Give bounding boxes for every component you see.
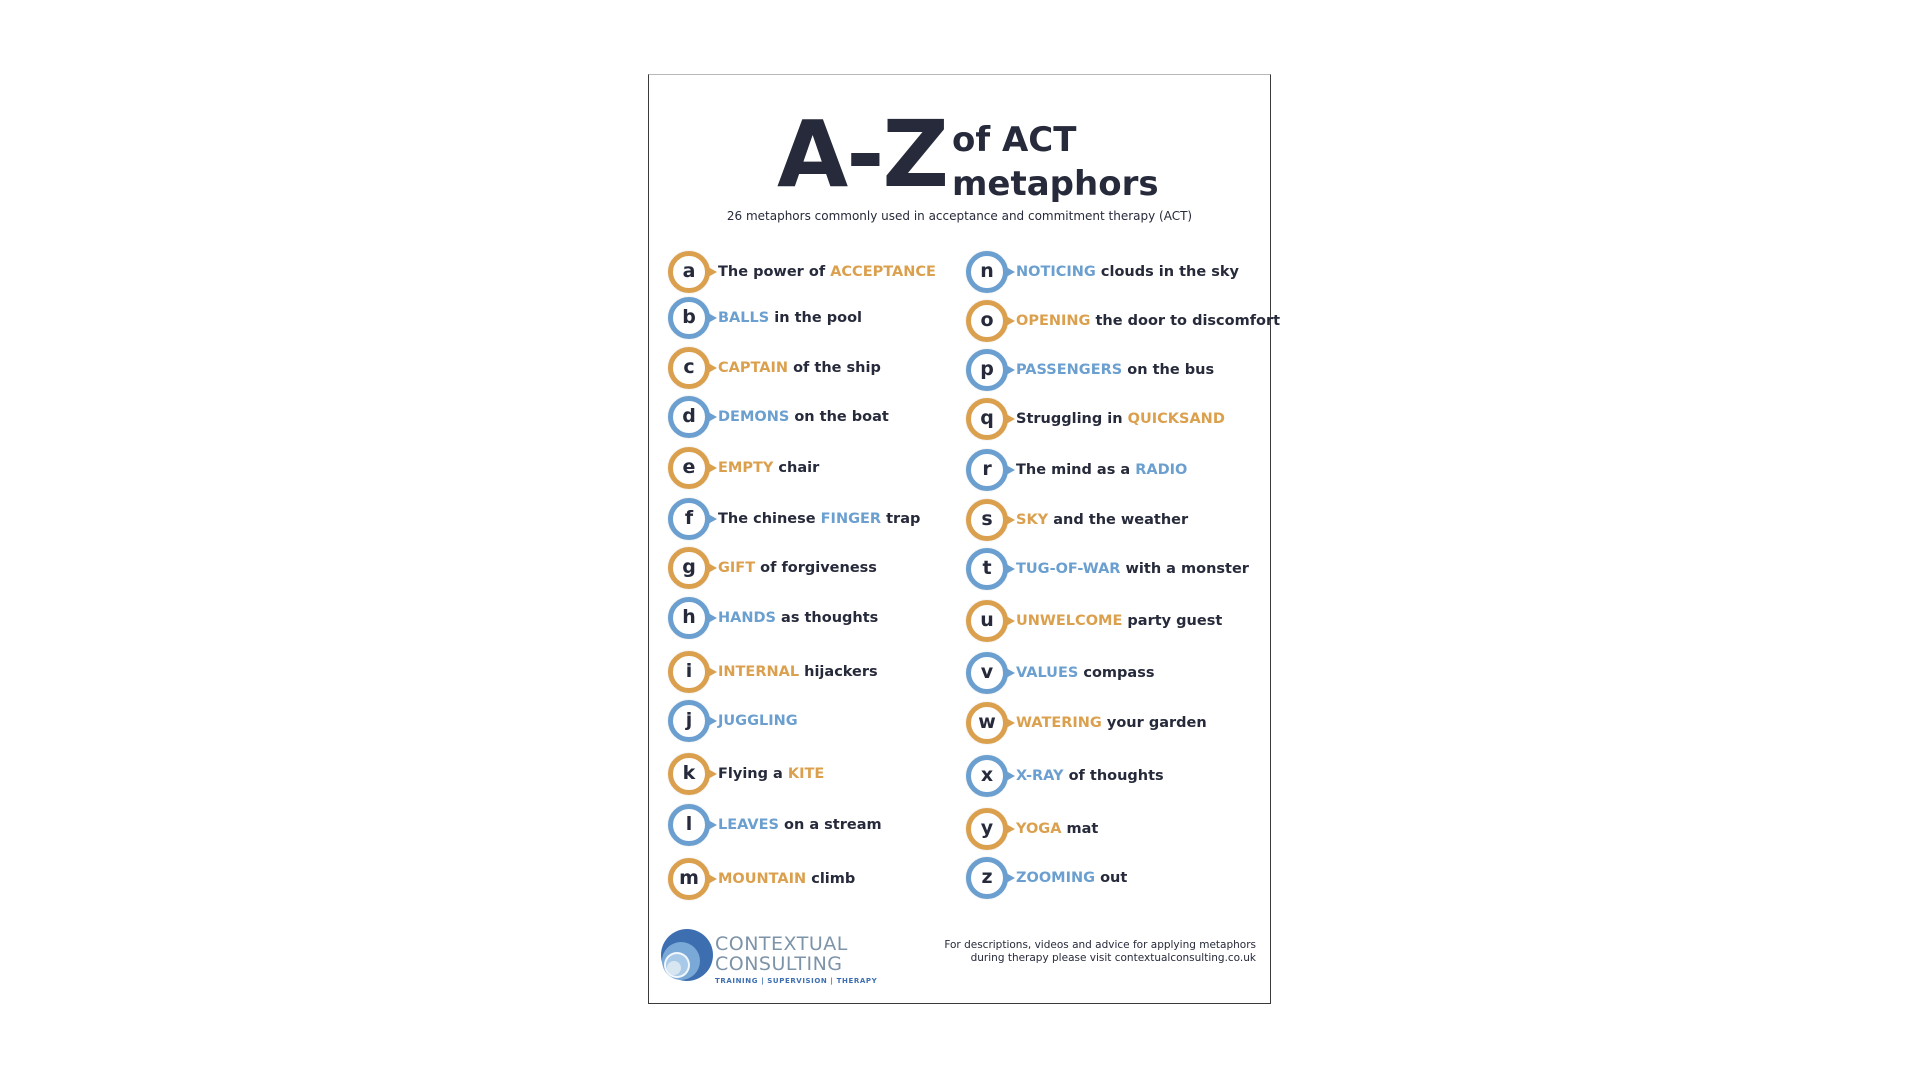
metaphor-text: on the boat bbox=[789, 409, 889, 425]
metaphor-keyword: WATERING bbox=[1016, 715, 1102, 731]
speech-pointer-icon bbox=[1006, 267, 1015, 277]
badge-letter: u bbox=[980, 608, 994, 631]
metaphor-label bbox=[1016, 821, 1098, 837]
metaphor-text: chair bbox=[773, 460, 820, 476]
badge-ring bbox=[668, 597, 710, 639]
title-of-act: of ACT bbox=[952, 120, 1077, 160]
metaphor-item-q bbox=[966, 397, 1225, 441]
letter-badge-icon bbox=[668, 700, 710, 742]
metaphor-item-g bbox=[668, 546, 877, 590]
badge-ring bbox=[668, 651, 710, 693]
metaphor-text: as thoughts bbox=[775, 610, 879, 626]
metaphor-item-w bbox=[966, 701, 1207, 745]
speech-pointer-icon bbox=[708, 820, 717, 830]
metaphor-text: on the bus bbox=[1122, 362, 1215, 378]
subtitle: 26 metaphors commonly used in acceptance and commitment therapy (ACT) bbox=[726, 209, 1193, 223]
badge-ring bbox=[966, 652, 1008, 694]
letter-badge-icon bbox=[668, 396, 710, 438]
badge-ring bbox=[966, 857, 1008, 899]
letter-badge-icon bbox=[668, 804, 710, 846]
metaphor-text: clouds in the sky bbox=[1095, 264, 1239, 280]
speech-pointer-icon bbox=[708, 514, 717, 524]
metaphor-label bbox=[1016, 768, 1164, 784]
metaphor-item-b bbox=[668, 296, 862, 340]
metaphor-item-z bbox=[966, 856, 1127, 900]
badge-letter: z bbox=[981, 865, 993, 888]
speech-pointer-icon bbox=[708, 667, 717, 677]
metaphor-text: The power of bbox=[718, 264, 831, 280]
metaphor-label bbox=[718, 409, 889, 425]
metaphor-keyword: GIFT bbox=[718, 560, 756, 576]
metaphor-label bbox=[1016, 362, 1214, 378]
metaphor-keyword: JUGGLING bbox=[718, 713, 798, 729]
letter-badge-icon bbox=[668, 547, 710, 589]
metaphor-text: with a monster bbox=[1120, 561, 1249, 577]
metaphor-label bbox=[1016, 411, 1225, 427]
letter-badge-icon bbox=[668, 858, 710, 900]
metaphor-label bbox=[718, 713, 798, 729]
badge-letter: r bbox=[982, 457, 992, 480]
badge-ring bbox=[668, 804, 710, 846]
badge-letter: k bbox=[682, 761, 696, 784]
metaphor-keyword: PASSENGERS bbox=[1016, 362, 1123, 378]
metaphor-item-x bbox=[966, 754, 1164, 798]
speech-pointer-icon bbox=[1006, 824, 1015, 834]
badge-letter: f bbox=[684, 506, 694, 529]
metaphor-text: The chinese bbox=[718, 511, 821, 527]
badge-letter: m bbox=[679, 866, 699, 889]
metaphor-text: on a stream bbox=[778, 817, 882, 833]
speech-pointer-icon bbox=[708, 769, 717, 779]
letter-badge-icon bbox=[668, 251, 710, 293]
speech-pointer-icon bbox=[1006, 465, 1015, 475]
badge-ring bbox=[668, 347, 710, 389]
metaphor-text: in the pool bbox=[769, 310, 863, 326]
metaphor-item-i bbox=[668, 650, 878, 694]
metaphor-text: Flying a bbox=[718, 766, 788, 782]
letter-badge-icon bbox=[966, 600, 1008, 642]
metaphor-item-p bbox=[966, 348, 1214, 392]
poster-page bbox=[648, 74, 1281, 1004]
metaphor-item-l bbox=[668, 803, 882, 847]
metaphor-keyword: CAPTAIN bbox=[718, 360, 789, 376]
metaphor-text: of thoughts bbox=[1063, 768, 1164, 784]
logo-text-consulting: CONSULTING bbox=[715, 953, 843, 975]
metaphor-keyword: BALLS bbox=[718, 310, 770, 326]
metaphor-item-v bbox=[966, 651, 1154, 695]
speech-pointer-icon bbox=[1006, 771, 1015, 781]
metaphor-keyword: DEMONS bbox=[718, 409, 790, 425]
metaphor-keyword: RADIO bbox=[1135, 462, 1188, 478]
metaphor-item-n bbox=[966, 250, 1239, 294]
logo-circles-icon bbox=[657, 925, 717, 985]
badge-letter: c bbox=[683, 355, 695, 378]
letter-badge-icon bbox=[966, 300, 1008, 342]
badge-letter: s bbox=[981, 507, 993, 530]
badge-ring bbox=[668, 447, 710, 489]
badge-ring bbox=[668, 396, 710, 438]
speech-pointer-icon bbox=[1006, 414, 1015, 424]
metaphor-item-m bbox=[668, 857, 855, 901]
letter-badge-icon bbox=[668, 447, 710, 489]
badge-letter: o bbox=[980, 308, 994, 331]
metaphor-label bbox=[718, 360, 881, 376]
metaphor-keyword: MOUNTAIN bbox=[718, 871, 807, 887]
metaphor-item-h bbox=[668, 596, 878, 640]
speech-pointer-icon bbox=[708, 363, 717, 373]
metaphor-label bbox=[718, 511, 920, 527]
metaphor-text: mat bbox=[1061, 821, 1099, 837]
badge-ring bbox=[668, 297, 710, 339]
letter-badge-icon bbox=[966, 449, 1008, 491]
speech-pointer-icon bbox=[708, 463, 717, 473]
title-metaphors: metaphors bbox=[952, 164, 1159, 204]
badge-ring bbox=[966, 499, 1008, 541]
badge-ring bbox=[668, 251, 710, 293]
badge-ring bbox=[966, 349, 1008, 391]
metaphor-keyword: EMPTY bbox=[718, 460, 774, 476]
metaphor-keyword: X-RAY bbox=[1016, 768, 1064, 784]
speech-pointer-icon bbox=[708, 563, 717, 573]
metaphor-label bbox=[718, 610, 878, 626]
metaphor-label bbox=[1016, 665, 1154, 681]
speech-pointer-icon bbox=[1006, 564, 1015, 574]
speech-pointer-icon bbox=[708, 412, 717, 422]
metaphor-label bbox=[1016, 512, 1188, 528]
metaphor-keyword: UNWELCOME bbox=[1016, 613, 1123, 629]
badge-letter: g bbox=[682, 555, 696, 578]
metaphor-item-e bbox=[668, 446, 819, 490]
letter-badge-icon bbox=[966, 349, 1008, 391]
metaphor-text: your garden bbox=[1101, 715, 1207, 731]
metaphor-item-t bbox=[966, 547, 1249, 591]
badge-letter: j bbox=[685, 708, 693, 731]
metaphor-text: the door to discomfort bbox=[1090, 313, 1281, 329]
letter-badge-icon bbox=[668, 297, 710, 339]
letter-badge-icon bbox=[966, 857, 1008, 899]
metaphor-keyword: LEAVES bbox=[718, 817, 779, 833]
badge-letter: n bbox=[980, 259, 994, 282]
letter-badge-icon bbox=[966, 548, 1008, 590]
speech-pointer-icon bbox=[708, 613, 717, 623]
badge-ring bbox=[966, 702, 1008, 744]
badge-letter: b bbox=[682, 305, 696, 328]
metaphor-keyword: NOTICING bbox=[1016, 264, 1096, 280]
title-az: A-Z bbox=[777, 101, 948, 208]
metaphor-item-s bbox=[966, 498, 1188, 542]
badge-letter: i bbox=[685, 659, 693, 682]
metaphor-label bbox=[1016, 715, 1207, 731]
metaphor-keyword: INTERNAL bbox=[718, 664, 800, 680]
logo-text-contextual: CONTEXTUAL bbox=[715, 933, 848, 955]
metaphor-text: Struggling in bbox=[1016, 411, 1128, 427]
letter-badge-icon bbox=[966, 755, 1008, 797]
metaphor-label bbox=[718, 560, 877, 576]
badge-letter: l bbox=[685, 812, 693, 835]
metaphor-item-k bbox=[668, 752, 824, 796]
badge-ring bbox=[966, 449, 1008, 491]
metaphor-text: The mind as a bbox=[1016, 462, 1136, 478]
metaphor-label bbox=[718, 264, 936, 280]
badge-ring bbox=[966, 548, 1008, 590]
metaphor-item-r bbox=[966, 448, 1187, 492]
badge-ring bbox=[966, 398, 1008, 440]
metaphor-label bbox=[718, 871, 855, 887]
metaphor-item-f bbox=[668, 497, 920, 541]
letter-badge-icon bbox=[668, 651, 710, 693]
footer-note-line1: For descriptions, videos and advice for applying metaphors bbox=[944, 939, 1256, 951]
speech-pointer-icon bbox=[708, 716, 717, 726]
letter-badge-icon bbox=[668, 753, 710, 795]
badge-letter: v bbox=[980, 660, 994, 683]
badge-letter: p bbox=[980, 357, 994, 380]
metaphor-item-y bbox=[966, 807, 1098, 851]
badge-ring bbox=[966, 755, 1008, 797]
metaphor-text: climb bbox=[806, 871, 856, 887]
speech-pointer-icon bbox=[708, 267, 717, 277]
metaphor-label bbox=[1016, 462, 1187, 478]
metaphor-keyword: FINGER bbox=[820, 511, 882, 527]
metaphor-text: of forgiveness bbox=[755, 560, 877, 576]
badge-ring bbox=[966, 251, 1008, 293]
metaphor-keyword: KITE bbox=[787, 766, 825, 782]
speech-pointer-icon bbox=[708, 874, 717, 884]
metaphor-label bbox=[718, 817, 882, 833]
contextual-consulting-logo bbox=[657, 925, 878, 985]
letter-badge-icon bbox=[966, 652, 1008, 694]
badge-ring bbox=[668, 700, 710, 742]
metaphor-item-c bbox=[668, 346, 881, 390]
metaphor-keyword: OPENING bbox=[1016, 313, 1091, 329]
badge-letter: h bbox=[682, 605, 696, 628]
metaphor-keyword: QUICKSAND bbox=[1127, 411, 1225, 427]
metaphor-label bbox=[1016, 561, 1249, 577]
logo-tagline: TRAINING | SUPERVISION | THERAPY bbox=[715, 977, 878, 985]
metaphor-item-j bbox=[668, 699, 798, 743]
badge-letter: d bbox=[682, 404, 696, 427]
speech-pointer-icon bbox=[1006, 873, 1015, 883]
metaphor-keyword: YOGA bbox=[1016, 821, 1062, 837]
metaphor-label bbox=[1016, 313, 1280, 329]
badge-letter: a bbox=[682, 259, 696, 282]
footer-note bbox=[944, 939, 1256, 965]
metaphor-item-o bbox=[966, 299, 1280, 343]
metaphor-text: trap bbox=[881, 511, 921, 527]
letter-badge-icon bbox=[668, 347, 710, 389]
letter-badge-icon bbox=[966, 499, 1008, 541]
metaphor-keyword: VALUES bbox=[1016, 665, 1079, 681]
letter-badge-icon bbox=[966, 251, 1008, 293]
metaphor-label bbox=[1016, 264, 1239, 280]
metaphor-text: party guest bbox=[1122, 613, 1223, 629]
badge-letter: q bbox=[980, 406, 994, 429]
metaphor-keyword: HANDS bbox=[718, 610, 776, 626]
metaphor-text: of the ship bbox=[788, 360, 881, 376]
badge-ring bbox=[668, 858, 710, 900]
metaphor-keyword: TUG-OF-WAR bbox=[1016, 561, 1121, 577]
badge-letter: w bbox=[978, 710, 996, 733]
badge-ring bbox=[668, 498, 710, 540]
metaphor-label bbox=[718, 664, 878, 680]
letter-badge-icon bbox=[668, 597, 710, 639]
badge-letter: e bbox=[682, 455, 696, 478]
badge-letter: t bbox=[982, 556, 992, 579]
letter-badge-icon bbox=[668, 498, 710, 540]
speech-pointer-icon bbox=[1006, 316, 1015, 326]
badge-letter: x bbox=[980, 763, 994, 786]
metaphor-text: out bbox=[1095, 870, 1128, 886]
metaphor-label bbox=[1016, 613, 1222, 629]
letter-badge-icon bbox=[966, 398, 1008, 440]
metaphor-keyword: ACCEPTANCE bbox=[830, 264, 936, 280]
metaphor-label bbox=[1016, 870, 1127, 886]
metaphor-keyword: ZOOMING bbox=[1016, 870, 1096, 886]
speech-pointer-icon bbox=[708, 313, 717, 323]
speech-pointer-icon bbox=[1006, 365, 1015, 375]
letter-badge-icon bbox=[966, 702, 1008, 744]
badge-ring bbox=[668, 547, 710, 589]
metaphor-label bbox=[718, 766, 824, 782]
badge-ring bbox=[668, 753, 710, 795]
speech-pointer-icon bbox=[1006, 515, 1015, 525]
metaphor-item-d bbox=[668, 395, 889, 439]
badge-ring bbox=[966, 300, 1008, 342]
metaphor-keyword: SKY bbox=[1016, 512, 1049, 528]
metaphor-text: and the weather bbox=[1048, 512, 1189, 528]
letter-badge-icon bbox=[966, 808, 1008, 850]
speech-pointer-icon bbox=[1006, 616, 1015, 626]
metaphor-text: compass bbox=[1078, 665, 1155, 681]
metaphor-label bbox=[718, 460, 819, 476]
metaphor-item-u bbox=[966, 599, 1222, 643]
metaphor-text: hijackers bbox=[799, 664, 878, 680]
speech-pointer-icon bbox=[1006, 718, 1015, 728]
speech-pointer-icon bbox=[1006, 668, 1015, 678]
badge-ring bbox=[966, 600, 1008, 642]
badge-letter: y bbox=[980, 816, 994, 839]
footer-note-line2: during therapy please visit contextualconsulting.co.uk bbox=[970, 952, 1256, 964]
metaphor-item-a bbox=[668, 250, 936, 294]
badge-ring bbox=[966, 808, 1008, 850]
metaphor-label bbox=[718, 310, 862, 326]
